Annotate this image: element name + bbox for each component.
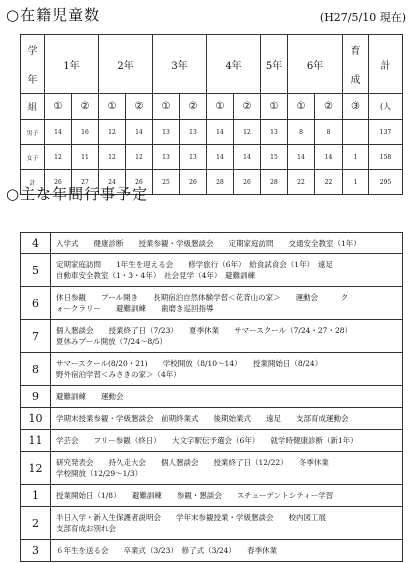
class-mark: ② xyxy=(126,94,153,120)
count-cell: 22 xyxy=(288,170,315,195)
count-cell: 14 xyxy=(45,120,72,145)
count-cell: 12 xyxy=(126,145,153,170)
count-cell: 26 xyxy=(126,170,153,195)
class-mark: ① xyxy=(153,94,180,120)
count-cell: 27 xyxy=(72,170,99,195)
event-month: 9 xyxy=(21,386,51,408)
count-cell: 12 xyxy=(45,145,72,170)
total-cell: 295 xyxy=(369,170,403,195)
count-cell: 24 xyxy=(99,170,126,195)
event-description xyxy=(51,408,403,430)
count-cell: 11 xyxy=(72,145,99,170)
event-month: 2 xyxy=(21,507,51,540)
event-row xyxy=(21,507,403,540)
class-mark: ② xyxy=(72,94,99,120)
event-row xyxy=(21,287,403,320)
class-mark: ③ xyxy=(343,94,369,120)
count-cell: 14 xyxy=(315,145,343,170)
class-row xyxy=(21,94,403,120)
event-description xyxy=(51,430,403,452)
event-line: 入学式 健康診断 授業参観・学級懇談会 定期家庭訪問 交通安全教室（1年） xyxy=(56,238,361,248)
class-mark: ① xyxy=(288,94,315,120)
count-cell: 14 xyxy=(207,120,234,145)
event-line: 学校開放（12/29～1/3） xyxy=(56,469,143,478)
count-cell: 8 xyxy=(288,120,315,145)
count-cell: 12 xyxy=(99,145,126,170)
row-label: 女子 xyxy=(21,145,45,170)
class-mark: ① xyxy=(99,94,126,120)
event-line: 定期家庭訪問 1年生を迎える会 修学旅行（6年） 給食試食会（1年） 遠足 xyxy=(56,260,333,269)
event-description xyxy=(51,353,403,386)
event-description xyxy=(51,452,403,485)
count-cell: 12 xyxy=(234,120,261,145)
event-row xyxy=(21,485,403,507)
class-mark: ① xyxy=(207,94,234,120)
event-line: 半日入学・新入生保護者説明会 学年末参観授業・学級懇談会 校内図工展 xyxy=(56,513,326,522)
event-line: 休日参観 プール開き 長期宿泊自然体験学習＜花背山の家＞ 運動会 ク xyxy=(56,293,349,302)
total-cell: 158 xyxy=(369,145,403,170)
event-description xyxy=(51,287,403,320)
event-line: 支部育成お別れ会 xyxy=(56,524,116,533)
event-description xyxy=(51,507,403,540)
class-row-label: 組 xyxy=(21,94,45,120)
event-line: ォークラリー 避難訓練 歯磨き巡回指導 xyxy=(56,304,214,313)
count-cell: 13 xyxy=(153,120,180,145)
event-month: 10 xyxy=(21,408,51,430)
count-cell: 13 xyxy=(153,145,180,170)
count-cell: 14 xyxy=(207,145,234,170)
event-line: 個人懇談会 授業終了日（7/23） 夏季休業 サマースクール（7/24・27・28） xyxy=(56,326,352,335)
count-cell: 13 xyxy=(180,145,207,170)
grade-3-header: 3年 xyxy=(153,35,207,94)
count-cell: 14 xyxy=(288,145,315,170)
count-cell: 26 xyxy=(45,170,72,195)
class-mark: ① xyxy=(261,94,288,120)
grade-2-header: 2年 xyxy=(99,35,153,94)
event-row xyxy=(21,353,403,386)
events-heading: ○主な年間行事予定 xyxy=(6,185,149,203)
table-row-boys xyxy=(21,120,403,145)
event-description xyxy=(51,254,403,287)
event-month: 4 xyxy=(21,233,51,254)
event-line: 夏休みプール開放（7/24～8/5） xyxy=(56,337,168,346)
event-row xyxy=(21,254,403,287)
count-cell: 25 xyxy=(153,170,180,195)
event-line: 研究発表会 持久走大会 個人懇談会 授業終了日（12/22） 冬季休業 xyxy=(56,458,329,467)
class-mark: ② xyxy=(234,94,261,120)
event-row xyxy=(21,320,403,353)
grade-4-header: 4年 xyxy=(207,35,261,94)
ikusei-header: 育 成 xyxy=(343,35,369,94)
class-mark: ① xyxy=(45,94,72,120)
event-month: 6 xyxy=(21,287,51,320)
table-row-girls xyxy=(21,145,403,170)
event-row xyxy=(21,430,403,452)
total-header: 計 xyxy=(369,35,403,94)
event-row xyxy=(21,233,403,254)
count-cell: 28 xyxy=(207,170,234,195)
grade-header-label: 学 年 xyxy=(21,35,45,94)
grade-5-header: 5年 xyxy=(261,35,288,94)
count-cell: 1 xyxy=(343,145,369,170)
count-cell: 28 xyxy=(261,170,288,195)
count-cell: 13 xyxy=(180,120,207,145)
count-cell: 12 xyxy=(99,120,126,145)
enrollment-heading: ○在籍児童数 xyxy=(6,6,101,24)
grade-6-header: 6年 xyxy=(288,35,343,94)
events-table xyxy=(20,232,403,562)
row-label: 計 xyxy=(21,170,45,195)
event-row xyxy=(21,540,403,562)
event-description xyxy=(51,233,403,254)
as-of-date: (H27/5/10 現在) xyxy=(319,11,406,24)
count-cell: 15 xyxy=(261,145,288,170)
total-col-class: (人 xyxy=(369,94,403,120)
total-cell: 137 xyxy=(369,120,403,145)
event-line: 学芸会 フリー参観（終日） 大文字駅伝予選会（6年） 就学時健康診断（新1年） xyxy=(56,436,358,445)
event-month: 1 xyxy=(21,485,51,507)
event-month: 8 xyxy=(21,353,51,386)
event-row xyxy=(21,386,403,408)
count-cell: 26 xyxy=(180,170,207,195)
count-cell: 14 xyxy=(126,120,153,145)
event-description xyxy=(51,485,403,507)
class-mark: ② xyxy=(315,94,343,120)
event-month: 7 xyxy=(21,320,51,353)
event-line: サマースクール(8/20・21) 学校開放（8/10～14） 授業開始日（8/24） xyxy=(56,359,323,368)
event-line: 学期末授業参観・学級懇談会 前期終業式 後期始業式 遠足 支部育成運動会 xyxy=(56,414,349,423)
count-cell: 1 xyxy=(343,170,369,195)
count-cell: 16 xyxy=(72,120,99,145)
event-description xyxy=(51,386,403,408)
event-description xyxy=(51,320,403,353)
event-line: ６年生を送る会 卒業式（3/23） 修了式（3/24） 春季休業 xyxy=(56,546,278,555)
count-cell: 8 xyxy=(315,120,343,145)
event-month: 11 xyxy=(21,430,51,452)
count-cell: 14 xyxy=(234,145,261,170)
grade-header-row xyxy=(21,35,403,94)
count-cell: 13 xyxy=(261,120,288,145)
event-month: 12 xyxy=(21,452,51,485)
event-description xyxy=(51,540,403,562)
count-cell xyxy=(343,120,369,145)
event-month: 5 xyxy=(21,254,51,287)
event-line: 野外宿泊学習＜みさきの家＞（4年） xyxy=(56,370,181,379)
event-month: 3 xyxy=(21,540,51,562)
event-line: 自動車安全教室（1・3・4年） 社会見学（4年） 避難訓練 xyxy=(56,271,256,280)
event-line: 授業開始日（1/8） 避難訓練 参観・懇談会 スチューデントシティー学習 xyxy=(56,491,334,500)
event-line: 避難訓練 運動会 xyxy=(56,392,124,401)
event-row xyxy=(21,452,403,485)
enrollment-table xyxy=(20,34,403,195)
event-row xyxy=(21,408,403,430)
count-cell: 26 xyxy=(234,170,261,195)
count-cell: 22 xyxy=(315,170,343,195)
row-label: 男子 xyxy=(21,120,45,145)
class-mark: ② xyxy=(180,94,207,120)
grade-1-header: 1年 xyxy=(45,35,99,94)
